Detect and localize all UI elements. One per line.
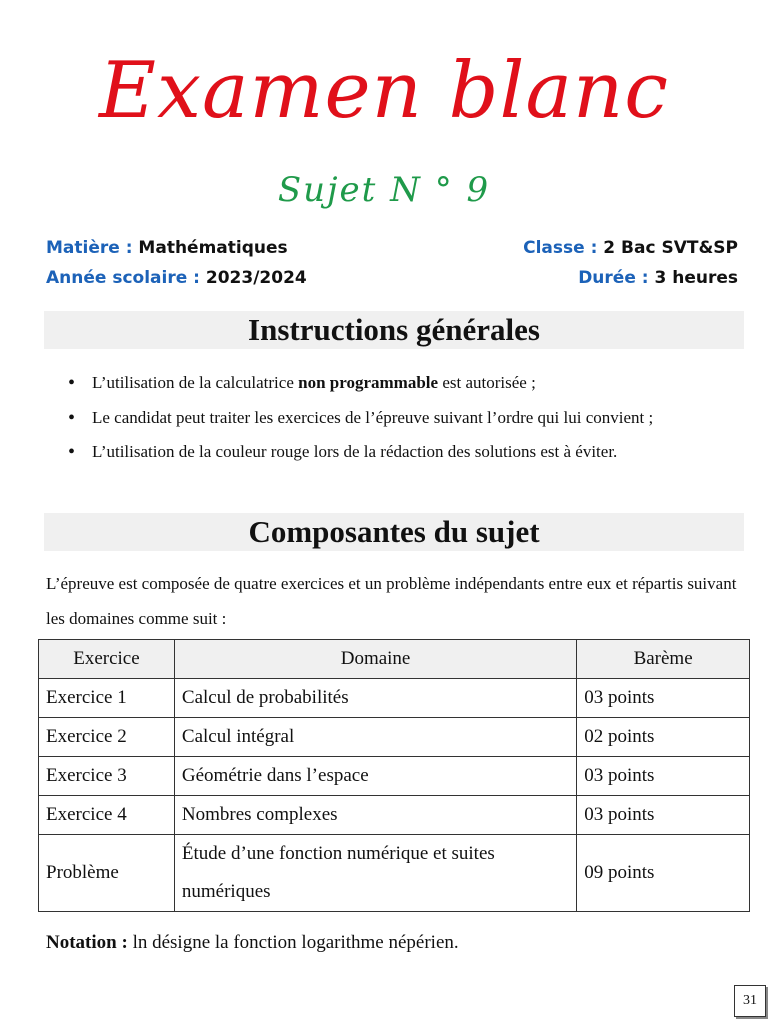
table-row	[39, 796, 750, 835]
table-header-cell: Barème	[577, 640, 750, 679]
notation-text: ln désigne la fonction logarithme népérien.	[127, 932, 459, 953]
table-cell: 03 points	[577, 757, 750, 796]
table-cell: Calcul intégral	[174, 718, 576, 757]
classe-value: 2 Bac SVT&SP	[597, 238, 738, 258]
composantes-heading: Composantes du sujet	[44, 513, 744, 551]
table-cell: 09 points	[577, 835, 750, 912]
annee-field	[46, 268, 307, 288]
duree-label: Durée :	[578, 268, 649, 288]
table-row	[39, 718, 750, 757]
duree-value: 3 heures	[648, 268, 738, 288]
matiere-label: Matière :	[46, 238, 133, 258]
table-header-cell: Domaine	[174, 640, 576, 679]
notation-line	[46, 932, 459, 954]
composantes-intro: L’épreuve est composée de quatre exercices et un problème indépendants entre eux et répartis suivant les domaines comme suit :	[46, 574, 737, 628]
page-number: 31	[734, 985, 766, 1017]
composantes-table	[38, 639, 750, 912]
table-cell: Exercice 4	[39, 796, 175, 835]
table-cell: Exercice 1	[39, 679, 175, 718]
table-cell: Étude d’une fonction numérique et suites numériques	[174, 835, 576, 912]
list-item: • L’utilisation de la couleur rouge lors de la rédaction des solutions est à éviter.	[46, 435, 746, 470]
duree-field	[578, 268, 738, 288]
table-cell: Nombres complexes	[174, 796, 576, 835]
instructions-list	[46, 366, 746, 470]
exam-subtitle: Sujet N ° 9	[277, 170, 491, 210]
instruction-1-post: est autorisée ;	[438, 373, 536, 392]
classe-field	[523, 238, 738, 258]
table-cell: 03 points	[577, 796, 750, 835]
matiere-field	[46, 238, 288, 258]
classe-label: Classe :	[523, 238, 598, 258]
table-row	[39, 757, 750, 796]
list-item: • Le candidat peut traiter les exercices de l’épreuve suivant l’ordre qui lui convient ;	[46, 401, 746, 436]
table-cell: Calcul de probabilités	[174, 679, 576, 718]
table-row	[39, 835, 750, 912]
table-row	[39, 679, 750, 718]
notation-label: Notation :	[46, 932, 128, 953]
table-cell: Exercice 3	[39, 757, 175, 796]
table-cell: Exercice 2	[39, 718, 175, 757]
instructions-heading: Instructions générales	[44, 311, 744, 349]
annee-value: 2023/2024	[199, 268, 307, 288]
list-item	[46, 366, 746, 401]
matiere-value: Mathématiques	[132, 238, 288, 258]
table-header-cell: Exercice	[39, 640, 175, 679]
instruction-1-pre: L’utilisation de la calculatrice	[92, 373, 299, 392]
table-cell: Problème	[39, 835, 175, 912]
exam-title: Examen blanc	[99, 46, 669, 136]
table-header-row	[39, 640, 750, 679]
meta-row-2	[46, 268, 738, 288]
instruction-1-bold: non programmable	[298, 373, 439, 392]
table-cell: Géométrie dans l’espace	[174, 757, 576, 796]
table-cell: 02 points	[577, 718, 750, 757]
table-cell: 03 points	[577, 679, 750, 718]
annee-label: Année scolaire :	[46, 268, 200, 288]
meta-row-1	[46, 238, 738, 258]
